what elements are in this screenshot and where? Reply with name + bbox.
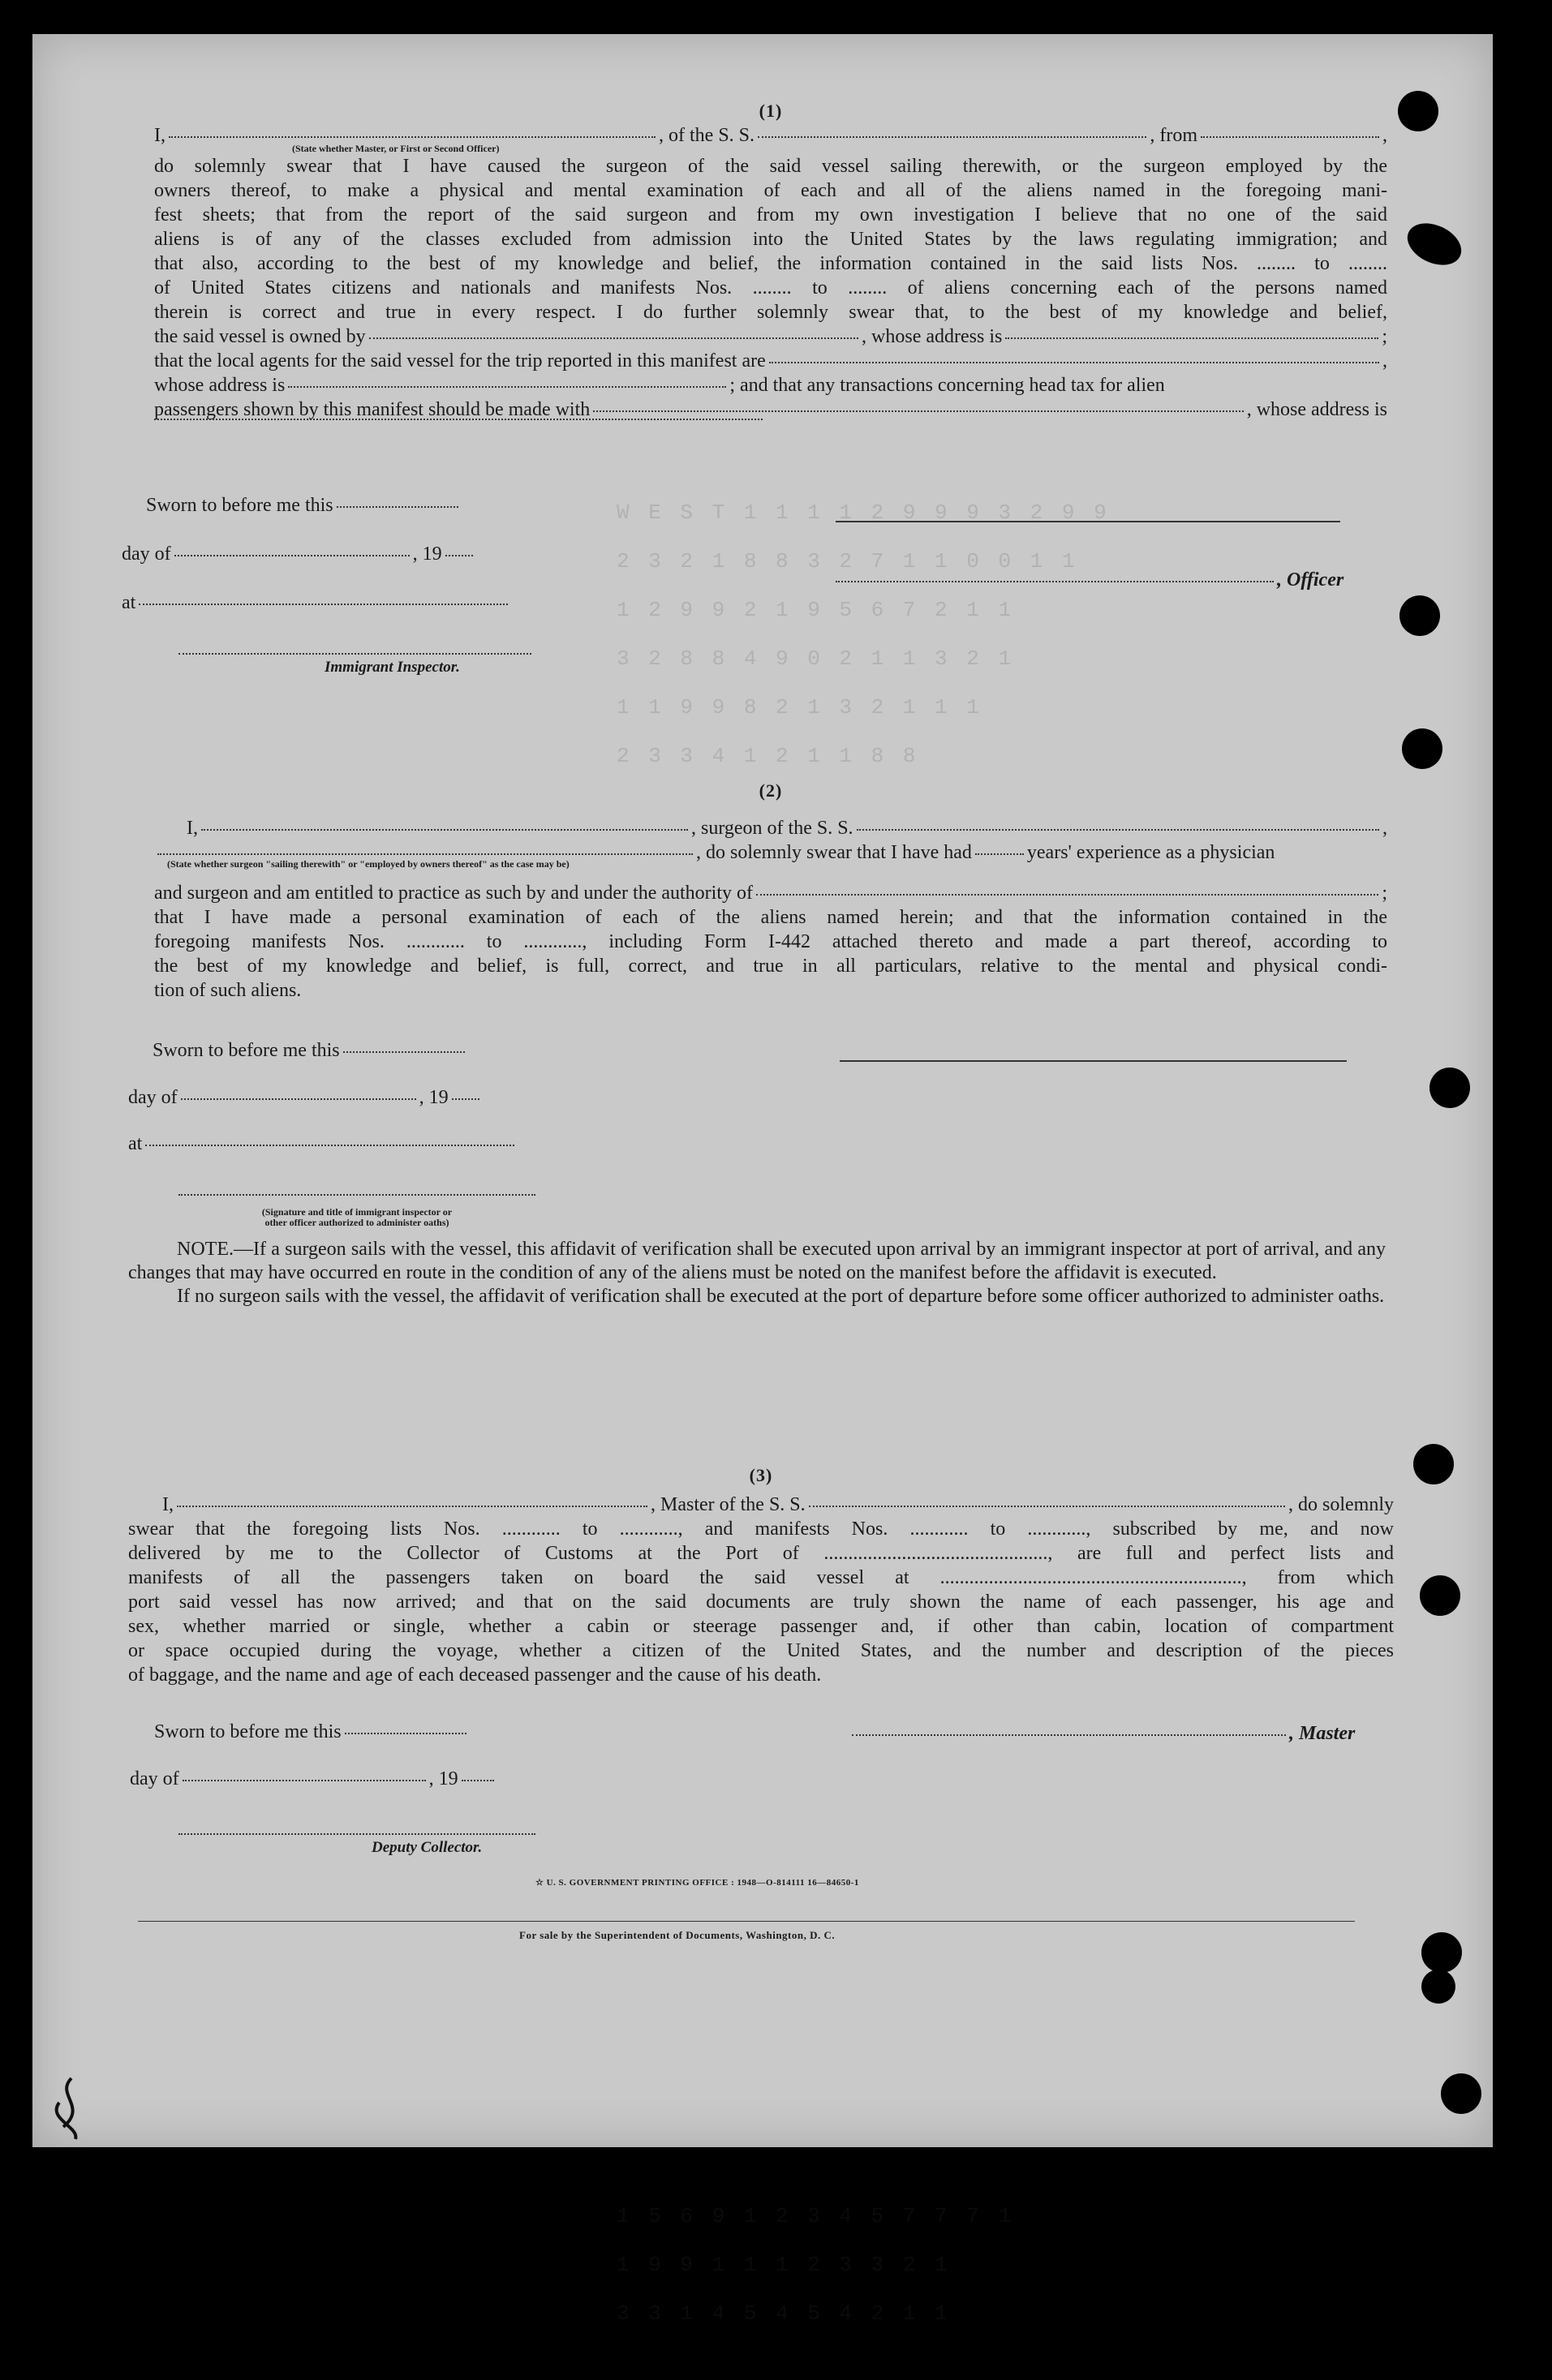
exam-line: the best of my knowledge and belief, is full, correct, and true in all particulars, relative to the mental and physical condi- <box>154 956 1387 977</box>
authority-line <box>154 881 1387 905</box>
officer-signature-field[interactable] <box>836 581 1274 582</box>
owned-by-label: the said vessel is owned by <box>154 326 366 347</box>
day-of-label: day of <box>128 1087 178 1108</box>
sworn-label: Sworn to before me this <box>154 1721 342 1742</box>
exam-line: foregoing manifests Nos. ............ to ............, including Form I-442 attached thereto and made a part thereof, according to <box>154 931 1387 952</box>
lists-line: manifests of all the passengers taken on board the said vessel at .............................................................., from which <box>128 1567 1394 1588</box>
sworn-label: Sworn to before me this <box>153 1040 340 1061</box>
oath-line: aliens is of any of the classes excluded from admission into the United States by the laws regulating immigration; and <box>154 229 1387 250</box>
semicolon: ; <box>1382 883 1387 904</box>
passengers-label: passengers shown by this manifest should be made with <box>154 399 591 420</box>
sworn-day-field[interactable] <box>337 506 458 508</box>
binder-hole <box>1421 1970 1455 2004</box>
affidavit-2 <box>154 779 1387 1003</box>
at-label: at <box>128 1133 143 1154</box>
day-row-3 <box>130 1768 497 1790</box>
owner-line <box>154 324 1387 349</box>
sworn-row-2 <box>153 1040 468 1062</box>
binder-hole <box>1402 728 1442 769</box>
affidavit-3 <box>128 1463 1394 1687</box>
immigrant-inspector-label: Immigrant Inspector. <box>325 659 460 676</box>
day-of-label: day of <box>122 543 171 565</box>
agents-address-field[interactable] <box>288 386 726 388</box>
deputy-signature-line[interactable] <box>178 1833 535 1835</box>
sworn-row-3 <box>154 1721 470 1743</box>
sworn-day-field[interactable] <box>345 1733 466 1734</box>
officer-rank-field[interactable] <box>169 136 656 138</box>
year-label: , 19 <box>428 1768 458 1789</box>
year-field[interactable] <box>452 1098 479 1100</box>
day-row-1 <box>122 543 476 565</box>
whose-address-label: , whose address is <box>1246 399 1387 420</box>
lists-line: sex, whether married or single, whether a cabin or steerage passenger and, if other than cabin, location of compartment <box>128 1616 1394 1637</box>
exam-line: that I have made a personal examination of each of the aliens named herein; and that the information contained in the <box>154 907 1387 928</box>
from-port-field[interactable] <box>1201 136 1379 138</box>
binder-hole <box>1399 595 1440 636</box>
officer-signature-line-1[interactable] <box>836 521 1340 522</box>
agents-address-line <box>154 373 1387 397</box>
note-no-surgeon: If no surgeon sails with the vessel, the affidavit of verification shall be executed at the port of departure before some officer authorized to administer oaths. <box>177 1286 1385 1307</box>
authority-label: and surgeon and am entitled to practice as such by and under the authority of <box>154 883 753 904</box>
oath-line: of United States citizens and nationals and manifests Nos. ........ to ........ of aliens concerning each of the persons named <box>154 277 1387 299</box>
i-label: I, <box>154 125 166 146</box>
surgeon-type-field[interactable] <box>201 829 688 831</box>
footer-rule <box>138 1921 1355 1922</box>
lists-line: of baggage, and the name and age of each deceased passenger and the cause of his death. <box>128 1665 822 1686</box>
agents-field[interactable] <box>769 362 1379 363</box>
head-tax-label: ; and that any transactions concerning head tax for alien <box>729 375 1165 396</box>
lists-line: delivered by me to the Collector of Customs at the Port of .............................................., are full and perfect lists and <box>128 1543 1394 1564</box>
of-ss-label: , of the S. S. <box>659 125 755 146</box>
master-of-label: , Master of the S. S. <box>651 1494 806 1515</box>
inspector-signature-line[interactable] <box>178 1194 535 1196</box>
whose-address-label: , whose address is <box>862 326 1003 347</box>
oath-paragraph <box>154 154 1387 324</box>
sale-notice: For sale by the Superintendent of Documents, Washington, D. C. <box>519 1929 836 1941</box>
at-place-field[interactable] <box>139 604 508 605</box>
semicolon: ; <box>1382 326 1387 347</box>
surgeon-signature-line[interactable] <box>840 1060 1347 1062</box>
sworn-row-1 <box>146 495 462 517</box>
surgeon-line <box>154 816 1387 840</box>
binder-hole <box>1420 1575 1460 1616</box>
comma: , <box>1382 125 1387 146</box>
year-field[interactable] <box>462 1780 494 1781</box>
sworn-label: Sworn to before me this <box>146 495 333 516</box>
binder-hole <box>1398 91 1438 131</box>
year-field[interactable] <box>445 555 473 556</box>
head-tax-address-field[interactable] <box>154 419 763 420</box>
head-tax-address-line <box>154 422 1387 423</box>
master-line <box>128 1493 1394 1517</box>
inspector-signature-line[interactable] <box>178 653 531 655</box>
officer-row <box>836 569 1343 591</box>
owner-field[interactable] <box>369 337 858 339</box>
day-of-label: day of <box>130 1768 179 1789</box>
oath-line: therein is correct and true in every respect. I do further solemnly swear that, to the best of my knowledge and belief, <box>154 302 1387 323</box>
officer-label: , Officer <box>1277 569 1344 591</box>
handwritten-page-mark <box>39 2070 104 2143</box>
comma: , <box>1382 350 1387 372</box>
section-3-heading: (3) <box>749 1465 773 1485</box>
binder-hole <box>1429 1068 1470 1108</box>
solemnly-label: , do solemnly <box>1288 1494 1394 1515</box>
master-label: , Master <box>1289 1723 1356 1744</box>
local-agents-label: that the local agents for the said vessel for the trip reported in this manifest are <box>154 350 766 372</box>
surgeon-type-hint: (State whether surgeon "sailing therewith" or "employed by owners thereof" as the case may be) <box>167 858 570 870</box>
manifest-page <box>32 34 1493 2326</box>
notes <box>128 1238 1386 1308</box>
signature-hint-line: other officer authorized to administer oaths) <box>264 1217 449 1228</box>
year-label: , 19 <box>412 543 442 565</box>
at-row-2 <box>128 1133 518 1155</box>
owner-address-field[interactable] <box>1005 337 1378 339</box>
year-label: , 19 <box>419 1087 449 1108</box>
section-2-heading: (2) <box>759 780 783 801</box>
master-name-field[interactable] <box>177 1506 647 1507</box>
lists-line: or space occupied during the voyage, whether a citizen of the United States, and the number and description of the pieces <box>128 1640 1394 1661</box>
at-row-1 <box>122 592 511 614</box>
agents-line <box>154 349 1387 373</box>
month-field[interactable] <box>174 555 410 556</box>
authority-field[interactable] <box>756 894 1378 896</box>
sworn-day-field[interactable] <box>343 1051 465 1053</box>
surgeon-name-field[interactable] <box>157 853 693 855</box>
bleed-through-text: W E S T 1 1 1 1 2 9 9 9 3 2 9 9 2 3 2 1 8 8 3 2 7 1 1 0 0 1 1 1 2 9 9 2 1 9 5 6 7 2 1 1 3 2 8 8 4 9 0 2 1 1 3 2 1 1 1 9 9 8 2 1 3 2 1 1 1 2 3 3 4 1 2 1 1 8 8 1 5 6 9 1 2 3 4 5 7 7 7 1 1 9 9 1 1 1 2 3 3 2 1 3 3 1 4 5 4 5 4 2 1 1 <box>617 500 1110 2326</box>
affidavit-1 <box>154 99 1387 423</box>
binder-hole <box>1421 1932 1462 1973</box>
oath-line: fest sheets; that from the report of the said surgeon and from my own investigation I believe that no one of the said <box>154 204 1387 226</box>
years-field[interactable] <box>975 853 1024 855</box>
officer-rank-hint: (State whether Master, or First or Second Officer) <box>292 143 500 154</box>
month-field[interactable] <box>181 1098 416 1100</box>
printing-office-imprint: ☆ U. S. GOVERNMENT PRINTING OFFICE : 1948—O-814111 16—84650-1 <box>535 1878 859 1888</box>
lists-line: swear that the foregoing lists Nos. ............ to ............, and manifests Nos. ............ to ............, subscribed by me, and now <box>128 1519 1394 1540</box>
head-tax-party-field[interactable] <box>593 410 1243 412</box>
oath-line: do solemnly swear that I have caused the surgeon of the said vessel sailing therewith, or the surgeon employed by the <box>154 156 1387 177</box>
lists-line: port said vessel has now arrived; and that on the said documents are truly shown the name of each passenger, his age and <box>128 1592 1394 1613</box>
oath-line: owners thereof, to make a physical and mental examination of each and all of the aliens named in the foregoing mani- <box>154 180 1387 201</box>
binder-hole <box>1413 1444 1454 1484</box>
swear-label: , do solemnly swear that I have had <box>696 842 972 863</box>
note-surgeon: NOTE.—If a surgeon sails with the vessel, this affidavit of verification shall be executed upon arrival by an immigrant inspector at port of arrival, and any changes that may have occurred en route in the condition of any of the aliens must be noted on the manifest before the affidavit is executed. <box>128 1239 1386 1283</box>
vessel-name-field[interactable] <box>758 136 1146 138</box>
exam-line: tion of such aliens. <box>154 980 302 1001</box>
at-label: at <box>122 592 136 613</box>
section-1-heading: (1) <box>759 101 783 121</box>
signature-hint <box>183 1207 531 1228</box>
from-label: , from <box>1150 125 1197 146</box>
binder-hole <box>1441 2073 1481 2114</box>
signature-hint-line: (Signature and title of immigrant inspector or <box>261 1206 453 1218</box>
day-row-2 <box>128 1087 483 1109</box>
years-label: years' experience as a physician <box>1026 842 1275 863</box>
i-label: I, <box>162 1494 174 1515</box>
i-label: I, <box>187 818 198 839</box>
whose-address-label: whose address is <box>154 375 286 396</box>
master-signature-row <box>852 1723 1355 1745</box>
surgeon-label: , surgeon of the S. S. <box>691 818 853 839</box>
oath-line: that also, according to the best of my knowledge and belief, the information contained in the said lists Nos. ........ to ........ <box>154 253 1387 274</box>
vessel-name-field[interactable] <box>857 829 1379 831</box>
at-place-field[interactable] <box>145 1145 514 1146</box>
master-signature-field[interactable] <box>852 1734 1286 1736</box>
month-field[interactable] <box>183 1780 426 1781</box>
vessel-name-field[interactable] <box>809 1506 1285 1507</box>
deputy-collector-label: Deputy Collector. <box>372 1839 483 1856</box>
comma: , <box>1382 818 1387 839</box>
